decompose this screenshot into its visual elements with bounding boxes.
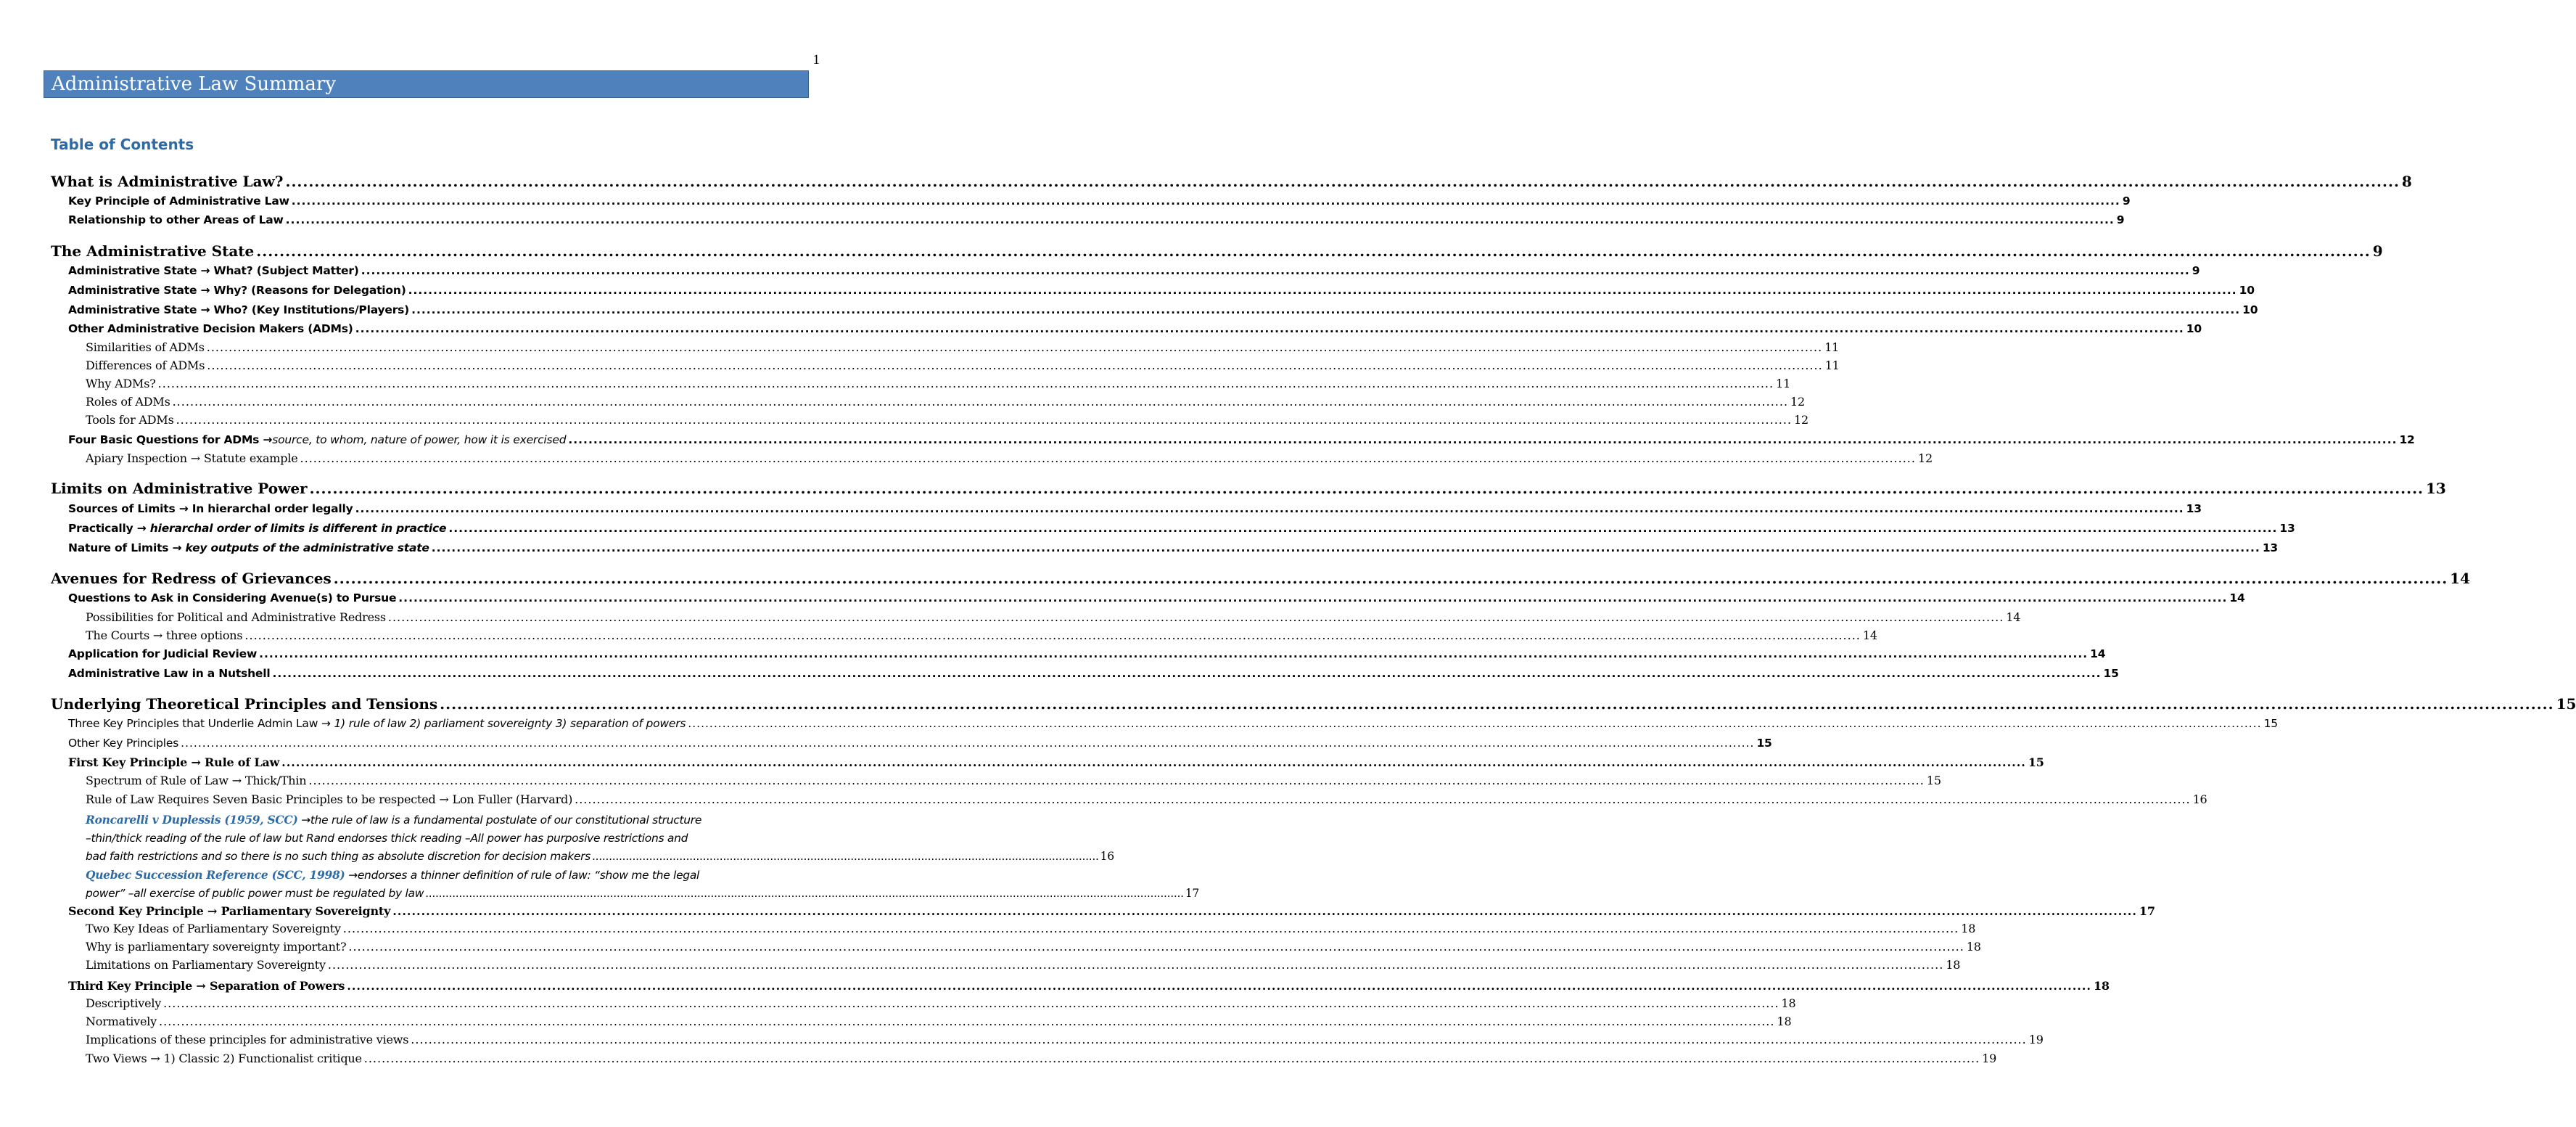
toc-entry-subtext: 1) Classic 2) Functionalist critique — [163, 1052, 362, 1065]
toc-entry-subtext: –thin/thick reading of the rule of law but Rand endorses thick reading –All power has purposive restrictions and — [86, 832, 688, 845]
toc-entry-page: 18 — [1946, 958, 1961, 972]
toc-entry-subtext: three options — [166, 628, 243, 642]
toc-entry[interactable] — [68, 284, 2255, 303]
toc-entry[interactable] — [68, 322, 2202, 341]
toc-entry[interactable] — [86, 340, 1840, 359]
toc-entry-subtext: Thick/Thin — [244, 774, 307, 787]
page-number: 1 — [812, 52, 820, 67]
toc-entry-subtext: hierarchal order of limits is different in practice — [149, 522, 447, 535]
toc-entry[interactable] — [51, 695, 2576, 717]
arrow-icon: → — [200, 264, 210, 277]
toc-entry-page: 12 — [1790, 395, 1806, 409]
toc-entry[interactable] — [86, 610, 2021, 629]
toc-entry-text: Administrative State — [68, 303, 197, 316]
toc-entry-page: 18 — [1966, 940, 1981, 954]
toc-entry-page: 14 — [2090, 647, 2106, 660]
toc-entry-subtext: Lon Fuller (Harvard) — [452, 792, 573, 806]
arrow-icon: → — [348, 869, 358, 882]
arrow-icon: → — [172, 541, 182, 554]
toc-heading: Table of Contents — [51, 136, 194, 153]
toc-entry-page: 19 — [2028, 1033, 2044, 1046]
toc-entry-text: Limits on Administrative Power — [51, 480, 308, 497]
toc-entry-text: Two Key Ideas of Parliamentary Sovereignty — [86, 922, 341, 935]
toc-entry-text: Relationship to other Areas of Law — [68, 213, 284, 226]
arrow-icon: → — [321, 717, 331, 730]
toc-entry-text: Other Administrative Decision Makers (ADMs) — [68, 322, 353, 335]
toc-entry-page: 10 — [2242, 303, 2258, 316]
toc-entry-text: Possibilities for Political and Administrative Redress — [86, 610, 386, 624]
toc-entry[interactable] — [68, 591, 2245, 610]
toc-entry-page: 9 — [2192, 264, 2200, 277]
toc-entry-text: Three Key Principles that Underlie Admin Law — [68, 717, 318, 730]
toc-entry-case-quebec[interactable]: Quebec Succession Reference (SCC, 1998) →endorses a thinner definition of rule of law: “show me the legal power” –all exercise of public power must be regulated by law .................................................................................................................................................................................................................................. 17 — [86, 866, 820, 903]
toc-entry-case-roncarelli[interactable]: Roncarelli v Duplessis (1959, SCC) →the rule of law is a fundamental postulate of our constitutional structure –thin/thick reading of the rule of law but Rand endorses thick reading –All power has purposive restrictions and bad faith restrictions and so there is no such thing as absolute discretion for decision makers ....................................................................................................................................................... 16 — [86, 811, 820, 866]
toc-entry[interactable] — [68, 194, 2131, 213]
toc-entry-text: Third Key Principle — [68, 979, 193, 993]
toc-entry-text: Other Key Principles — [68, 737, 179, 750]
toc-entry-page: 17 — [1185, 887, 1199, 900]
toc-entry-text: Spectrum of Rule of Law — [86, 774, 229, 787]
toc-entry-text: The Administrative State — [51, 242, 255, 260]
toc-entry[interactable] — [86, 922, 1976, 940]
toc-entry-subtext: Separation of Powers — [210, 979, 345, 993]
toc-entry-text: Normatively — [86, 1015, 157, 1028]
toc-entry-subtext: power” –all exercise of public power must be regulated by law — [86, 887, 424, 900]
toc-entry-text: Limitations on Parliamentary Sovereignty — [86, 958, 326, 972]
toc-entry-page: 13 — [2426, 480, 2446, 497]
toc-entry-text: What is Administrative Law? — [51, 173, 284, 190]
toc-entry-text: Two Views — [86, 1052, 147, 1065]
toc-entry-page: 15 — [2263, 717, 2278, 730]
toc-entry-text: Four Basic Questions for ADMs — [68, 433, 260, 446]
toc-entry-text: Administrative State — [68, 264, 197, 277]
toc-entry-page: 11 — [1776, 377, 1791, 390]
toc-entry[interactable] — [86, 774, 1941, 792]
toc-entry-subtext: Statute example — [203, 451, 298, 465]
toc-entry-text: Application for Judicial Review — [68, 647, 258, 660]
toc-entry-text: Practically — [68, 522, 133, 535]
toc-entry[interactable] — [86, 1033, 2044, 1052]
toc-entry[interactable] — [51, 570, 2470, 591]
toc-entry-page: 9 — [2372, 242, 2383, 260]
toc-entry-page: 18 — [2093, 979, 2110, 993]
toc-entry-subtext: What? (Subject Matter) — [213, 264, 359, 277]
toc-entry-page: 10 — [2239, 284, 2255, 297]
toc-entry-page: 15 — [1926, 774, 1941, 787]
toc-entry-page: 14 — [2006, 610, 2021, 624]
arrow-icon: → — [191, 755, 201, 769]
toc-entry[interactable] — [68, 647, 2106, 666]
toc-entry[interactable] — [86, 1015, 1792, 1033]
toc-entry[interactable] — [68, 213, 2125, 232]
arrow-icon: → — [200, 284, 210, 297]
toc-entry-page: 16 — [1100, 850, 1114, 863]
toc-entry-page: 18 — [1781, 996, 1796, 1010]
toc-entry-text: Tools for ADMs — [86, 413, 174, 427]
toc-entry[interactable] — [68, 502, 2202, 521]
toc-entry-page: 11 — [1824, 358, 1840, 372]
arrow-icon: → — [263, 433, 273, 446]
toc-entry-text: Implications of these principles for administrative views — [86, 1033, 409, 1046]
toc-entry[interactable] — [68, 904, 2155, 923]
arrow-icon: → — [301, 814, 310, 827]
toc-entry-text: The Courts — [86, 628, 150, 642]
toc-entry-subtext: bad faith restrictions and so there is no such thing as absolute discretion for decision makers — [86, 850, 590, 863]
toc-entry-page: 19 — [1982, 1052, 1997, 1065]
toc-entry[interactable] — [86, 1052, 1997, 1070]
toc-entry-text: Nature of Limits — [68, 541, 169, 554]
arrow-icon: → — [152, 628, 163, 642]
toc-entry-text: Underlying Theoretical Principles and Tensions — [51, 695, 438, 713]
toc-entry[interactable] — [68, 303, 2258, 322]
toc-entry-subtext: key outputs of the administrative state — [185, 541, 429, 554]
toc-entry-text: Differences of ADMs — [86, 358, 205, 372]
toc-entry-text: Descriptively — [86, 996, 162, 1010]
toc-entry-text: Avenues for Redress of Grievances — [51, 570, 332, 587]
case-name: Roncarelli v Duplessis (1959, SCC) — [86, 813, 298, 827]
arrow-icon: → — [190, 451, 200, 465]
document-title: Administrative Law Summary — [44, 70, 809, 98]
toc-entry[interactable] — [86, 395, 1806, 414]
toc-entry[interactable] — [86, 792, 2207, 811]
toc-entry-page: 11 — [1824, 340, 1840, 354]
toc-entry[interactable] — [86, 451, 1933, 470]
toc-entry[interactable] — [68, 979, 2110, 998]
toc-entry-subtext: the rule of law is a fundamental postulate of our constitutional structure — [310, 814, 702, 827]
toc-entry-page: 8 — [2401, 173, 2412, 190]
toc-entry-text: Administrative Law in a Nutshell — [68, 667, 271, 680]
toc-entry-text: Questions to Ask in Considering Avenue(s) to Pursue — [68, 591, 397, 605]
toc-entry-page: 18 — [1961, 922, 1976, 935]
toc-entry[interactable] — [86, 413, 1808, 432]
toc-entry-text: Key Principle of Administrative Law — [68, 194, 289, 208]
arrow-icon: → — [196, 979, 206, 993]
toc-entry-subtext: Why? (Reasons for Delegation) — [213, 284, 406, 297]
toc-entry-page: 9 — [2116, 213, 2125, 226]
toc-entry-page: 12 — [2399, 433, 2415, 446]
arrow-icon: → — [231, 774, 242, 787]
toc-entry-page: 16 — [2192, 792, 2207, 806]
toc-entry-subtext: endorses a thinner definition of rule of law: “show me the legal — [357, 869, 700, 882]
toc-entry-page: 14 — [2450, 570, 2470, 587]
toc-entry-text: Administrative State — [68, 284, 197, 297]
toc-entry-subtext: Parliamentary Sovereignty — [221, 904, 391, 918]
toc-entry[interactable] — [68, 522, 2295, 541]
toc-entry-text: First Key Principle — [68, 755, 188, 769]
toc-entry-text: Rule of Law Requires Seven Basic Principles to be respected — [86, 792, 436, 806]
toc-entry[interactable] — [68, 755, 2044, 774]
toc-entry-subtext: Who? (Key Institutions/Players) — [213, 303, 410, 316]
toc-entry[interactable] — [86, 358, 1840, 377]
toc-entry-page: 12 — [1917, 451, 1933, 465]
toc-entry-page: 9 — [2122, 194, 2131, 208]
toc-entry[interactable] — [68, 433, 2415, 452]
toc-entry-page: 15 — [1756, 737, 1772, 750]
arrow-icon: → — [439, 792, 449, 806]
toc-entry-page: 18 — [1777, 1015, 1792, 1028]
toc-entry-subtext: In hierarchal order legally — [192, 502, 353, 515]
toc-entry-page: 15 — [2103, 667, 2119, 680]
toc-entry[interactable] — [86, 996, 1796, 1015]
toc-entry[interactable] — [68, 264, 2200, 283]
toc-entry-page: 13 — [2262, 541, 2278, 554]
toc-entry[interactable] — [68, 737, 1772, 755]
toc-entry-text: Why ADMs? — [86, 377, 156, 390]
toc-entry-page: 14 — [2229, 591, 2245, 605]
toc-entry-page: 13 — [2279, 522, 2295, 535]
toc-entry[interactable] — [51, 242, 2383, 264]
arrow-icon: → — [150, 1052, 160, 1065]
arrow-icon: → — [178, 502, 189, 515]
toc-entry-page: 14 — [1862, 628, 1877, 642]
toc-entry-subtext: 1) rule of law 2) parliament sovereignty 3) separation of powers — [334, 717, 686, 730]
toc-entry-page: 13 — [2186, 502, 2202, 515]
arrow-icon: → — [200, 303, 210, 316]
arrow-icon: → — [207, 904, 218, 918]
toc-entry[interactable] — [86, 958, 1961, 977]
toc-entry[interactable] — [68, 717, 2278, 736]
toc-entry-subtext: source, to whom, nature of power, how it is exercised — [272, 433, 567, 446]
toc-entry-text: Roles of ADMs — [86, 395, 170, 409]
toc-entry-text: Apiary Inspection — [86, 451, 187, 465]
toc-entry-text: Similarities of ADMs — [86, 340, 205, 354]
case-name: Quebec Succession Reference (SCC, 1998) — [86, 868, 345, 882]
toc-entry[interactable] — [68, 667, 2119, 686]
toc-entry-text: Why is parliamentary sovereignty important? — [86, 940, 347, 954]
toc-entry[interactable] — [86, 628, 1877, 647]
toc-entry-text: Sources of Limits — [68, 502, 176, 515]
toc-entry-page: 15 — [2028, 755, 2044, 769]
toc-entry[interactable] — [68, 541, 2278, 560]
toc-entry-page: 17 — [2139, 904, 2155, 918]
toc-entry[interactable] — [51, 480, 2446, 501]
toc-entry[interactable] — [86, 940, 1981, 959]
toc-entry-page: 12 — [1794, 413, 1808, 427]
toc-entry-text: Second Key Principle — [68, 904, 204, 918]
toc-entry-page: 15 — [2556, 695, 2576, 713]
arrow-icon: → — [136, 522, 147, 535]
toc-entry-subtext: Rule of Law — [205, 755, 280, 769]
toc-entry[interactable] — [51, 173, 2412, 194]
toc-entry[interactable] — [86, 377, 1791, 396]
toc-entry-page: 10 — [2186, 322, 2202, 335]
